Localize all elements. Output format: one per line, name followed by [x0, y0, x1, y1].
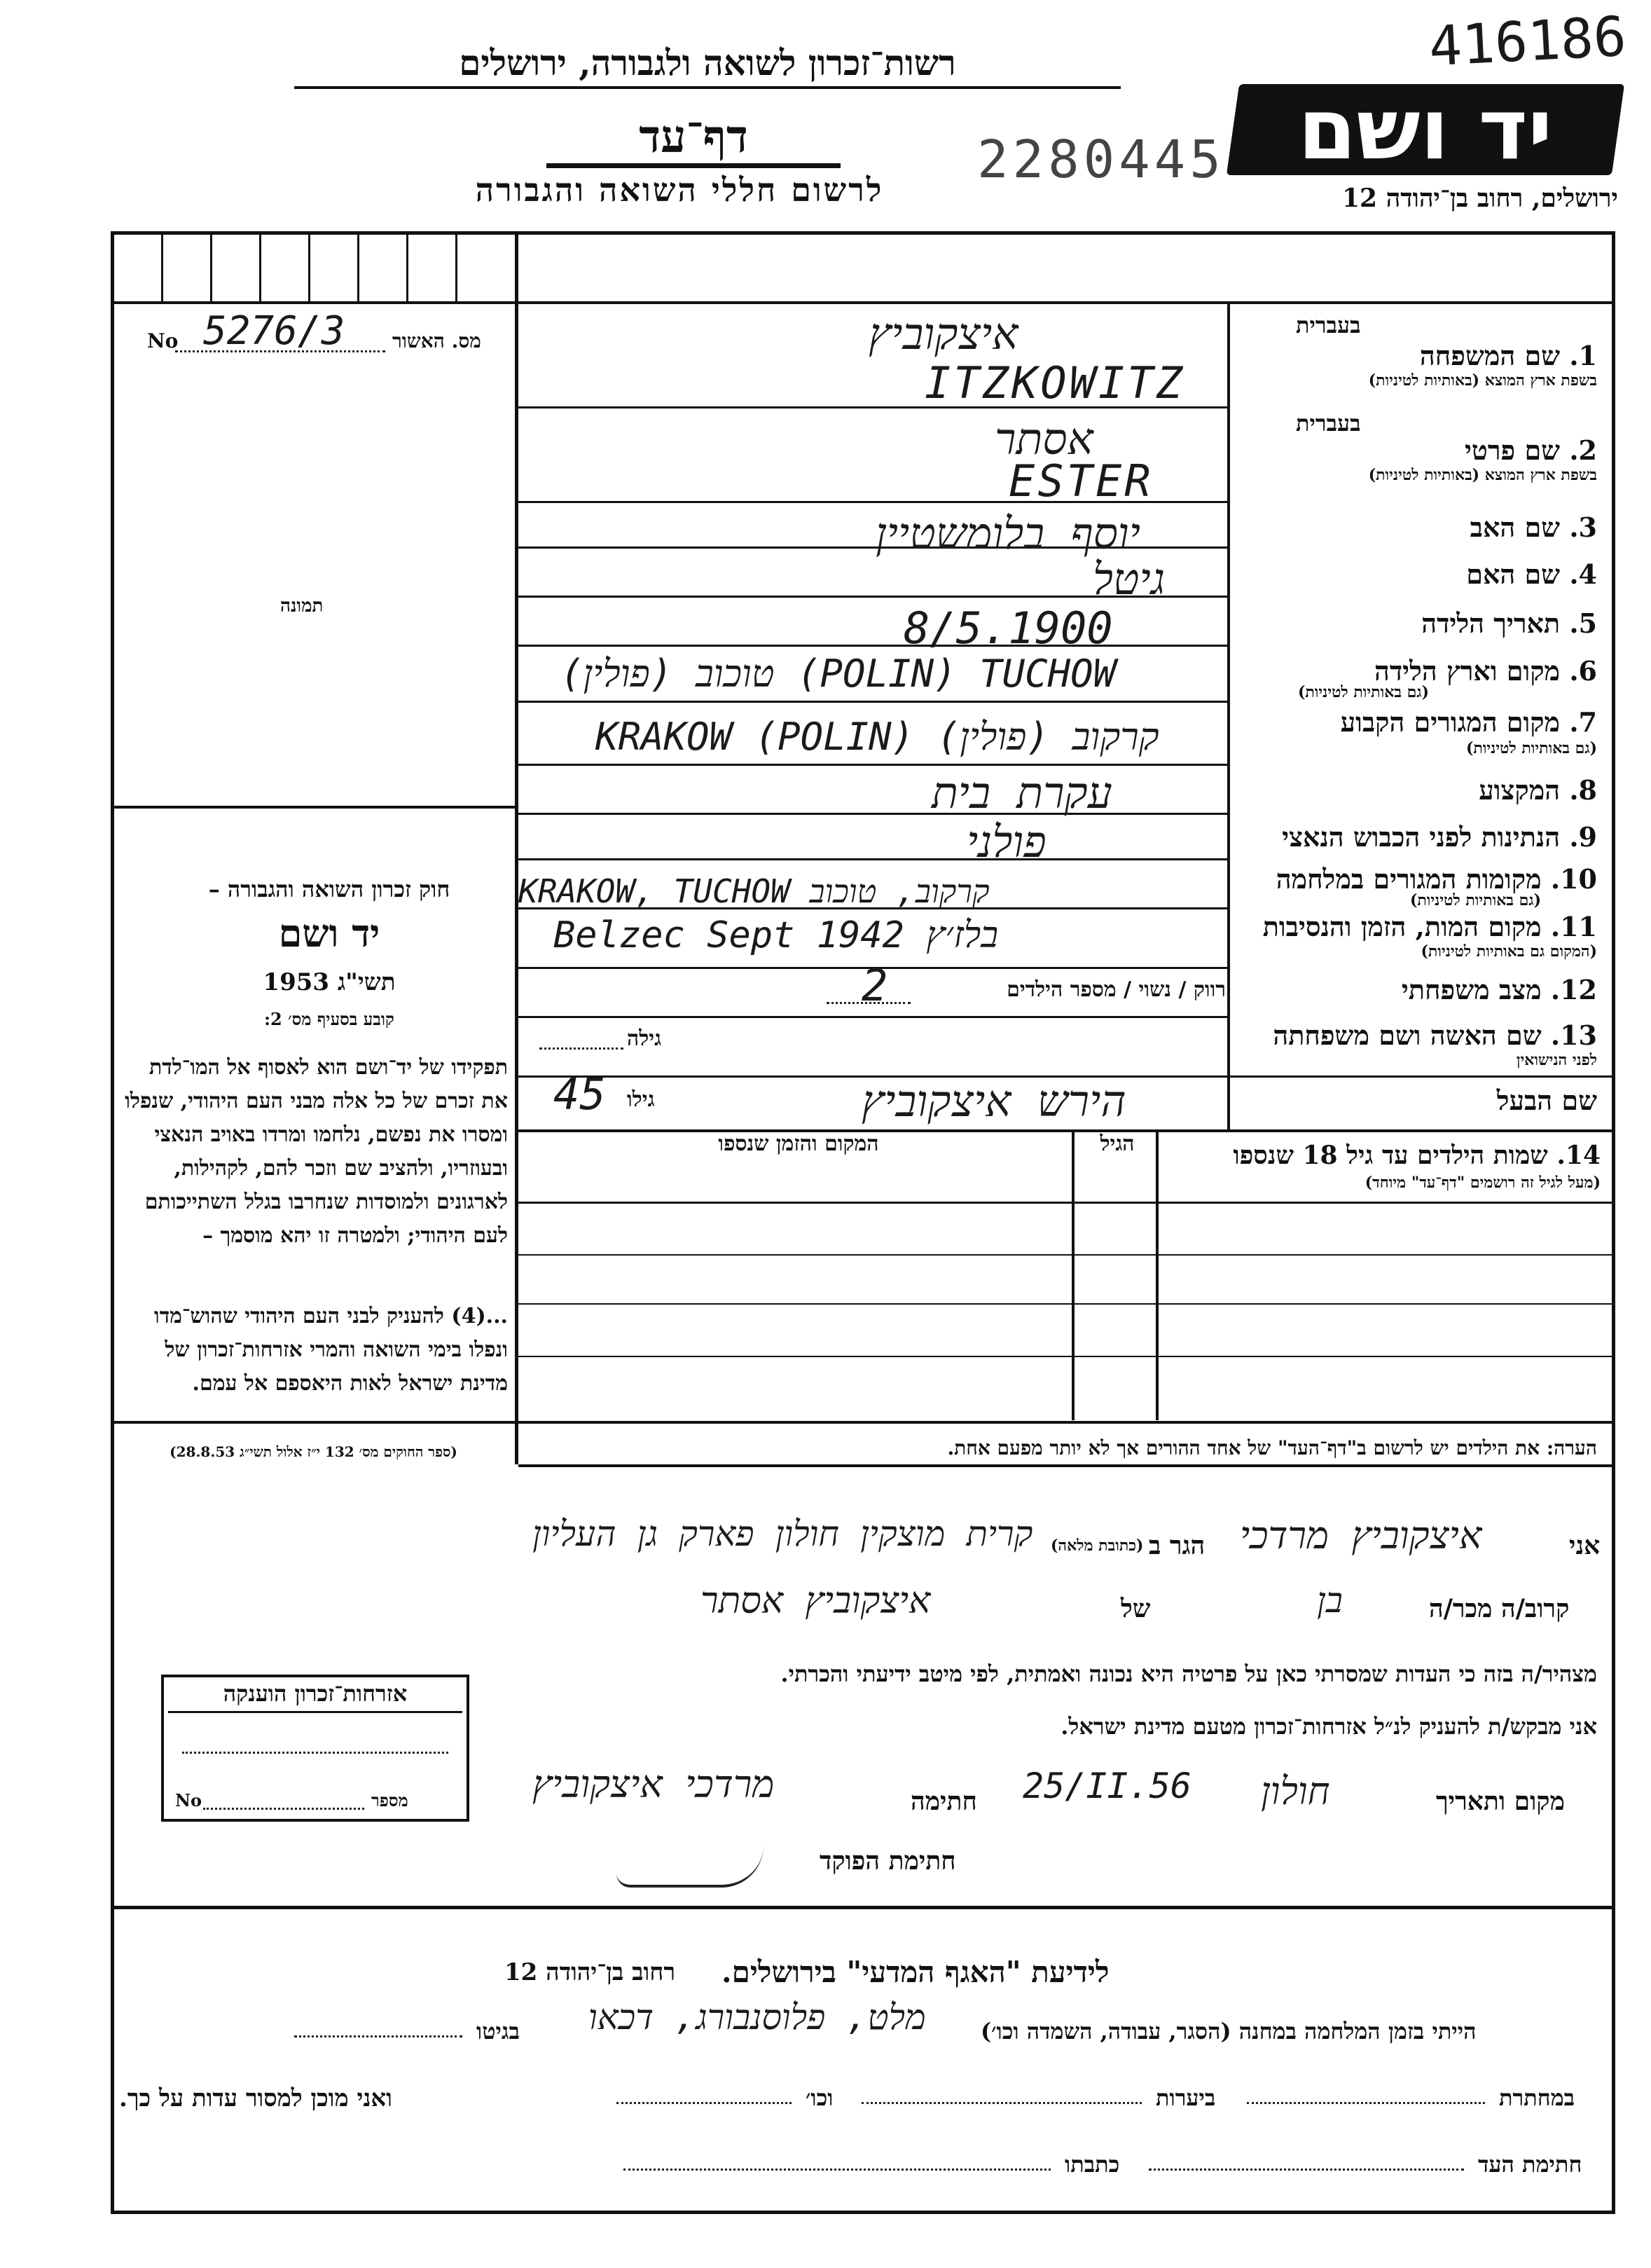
- form-subtitle: לרשום חללי השואה והגבורה: [475, 171, 884, 209]
- decl-line1-note: (כתובת מלאה): [1051, 1537, 1144, 1555]
- law-name: יד ושם: [278, 911, 380, 956]
- footer-line2-dots-2: [862, 2102, 1142, 2104]
- law-ref: (ספר החוקים מס׳ 132 י״ז אלול תשי״ג 28.8.53): [170, 1443, 457, 1460]
- field-2-num: 2.: [1569, 434, 1597, 466]
- field-9-value: פולני: [967, 816, 1046, 867]
- law-clause: קובע בסעיף מס׳ 2:: [264, 1009, 394, 1029]
- logo-text: יד ושם: [1298, 81, 1553, 179]
- field-7-value: KRAKOW (POLIN) קרקוב (פולין): [595, 715, 1159, 759]
- decl-line1-mid: הגר ב: [1149, 1531, 1206, 1560]
- field-1-value-latin: ITZKOWITZ: [925, 357, 1185, 408]
- field-4-num: 4.: [1569, 558, 1597, 590]
- field-3-num: 3.: [1569, 511, 1597, 543]
- field-5-label: [1247, 607, 1597, 640]
- children-col-2: [1156, 1129, 1159, 1420]
- husband-label: שם הבעל: [1496, 1085, 1597, 1116]
- footer-line2-dots-3: [616, 2102, 792, 2104]
- tick: [406, 231, 408, 301]
- field-3-label: [1247, 511, 1597, 544]
- approval-no-prefix: No: [147, 329, 179, 352]
- field-11-note: (המקום גם באותיות לטיניות): [1421, 942, 1597, 961]
- footer-line2-mid: ביערות: [1156, 2084, 1216, 2111]
- footer-line3-mid: כתבתו: [1065, 2151, 1120, 2178]
- left-panel-divider: [515, 231, 518, 1464]
- decl-line2-value: איצקוביץ אסתר: [700, 1580, 931, 1622]
- footer-line1-end: בגיטו: [476, 2018, 520, 2044]
- field-8-label: [1247, 774, 1597, 806]
- children-header-name: [1191, 1141, 1601, 1170]
- law-text-2: ...(4) להעניק לבני העם היהודי שהוש־מדו ונפלו בימי השואה והמרי אזרחות־זכרון של מדינת ישראל לאות היאספם אל עמם.: [154, 1304, 508, 1396]
- field-12-label-text: מצב משפחתי: [1401, 974, 1542, 1005]
- tick: [308, 231, 310, 301]
- children-header-name-text: שמות הילדים עד גיל 18 שנספו: [1233, 1141, 1548, 1170]
- field-9-num: 9.: [1569, 821, 1597, 853]
- field-6-note: (גם באותיות לטיניות): [1297, 683, 1429, 701]
- field-13-label: [1247, 1019, 1597, 1052]
- approval-label: מס. האשור: [392, 329, 481, 352]
- footer-line2-end: ואני מוכן למסור עדות על כך.: [119, 2084, 392, 2112]
- footer-line1: הייתי בזמן המלחמה במחנה (הסגר, עבודה, השמדה וכו׳): [981, 2018, 1477, 2044]
- field-2-label: [1247, 434, 1597, 467]
- field-11-label-text: מקום המות, הזמן והנסיבות: [1262, 911, 1542, 942]
- decl-line3: מצהיר/ה בזה כי העדות שמסרתי כאן על פרטיה היא נכונה ואמתית, לפי מיטב ידיעתי והכרתי.: [780, 1661, 1597, 1687]
- field-12-value: 2: [862, 960, 888, 1011]
- decl-line2-rel: בן: [1317, 1580, 1343, 1621]
- tick: [455, 231, 457, 301]
- field-7-label-text: מקום המגורים הקבוע: [1340, 706, 1561, 738]
- footer-line2-dots: [1247, 2102, 1485, 2104]
- husband-value: הירש איצקוביץ: [862, 1075, 1126, 1127]
- field-3-value: יוסף בלומשטיין: [876, 508, 1140, 559]
- citizenship-number-label: מספר: [371, 1790, 408, 1810]
- institution-name: רשות־זכרון לשואה ולגבורה, ירושלים: [294, 42, 1121, 89]
- field-1-note: בשפת ארץ המוצא (באותיות לטיניות): [1368, 371, 1597, 390]
- left-panel-mid-line: [111, 806, 517, 809]
- law-title: חוק זכרון השואה והגבורה –: [208, 876, 450, 902]
- photo-label: תמונה: [280, 596, 324, 617]
- field-2-lang: בעברית: [1296, 410, 1361, 437]
- field-10-num: 10.: [1550, 863, 1597, 895]
- citizenship-no: No: [175, 1790, 202, 1810]
- field-5-label-text: תאריך הלידה: [1421, 607, 1561, 639]
- citizenship-box-title: אזרחות־זכרון הוענקה: [168, 1680, 462, 1713]
- law-year: תשי"ג 1953: [263, 968, 396, 996]
- tick: [357, 231, 359, 301]
- field-12-sub-label: רווק / נשוי / מספר הילדים: [1007, 977, 1226, 1002]
- field-1-num: 1.: [1569, 340, 1597, 371]
- decl-line4: אני מבקש/ת להעניק לנ״ל אזרחות־זכרון מטעם מדינת ישראל.: [1061, 1713, 1597, 1740]
- field-13-note: לפני הנישואין: [1516, 1051, 1597, 1069]
- footer-line3-dots: [1149, 2169, 1464, 2171]
- footer-sep: [111, 1906, 1615, 1909]
- field-6-num: 6.: [1569, 655, 1597, 687]
- children-header-note: (מעל לגיל זה רושמים "דף־עד" מיוחד): [1365, 1174, 1601, 1192]
- stamp-number: 2280445: [977, 130, 1225, 190]
- footer-line3-dots-2: [623, 2169, 1051, 2171]
- field-9-label-text: הנתינות לפני הכבוש הנאצי: [1282, 821, 1561, 853]
- tick: [161, 231, 163, 301]
- field-9-label: [1247, 821, 1597, 853]
- children-col-1: [1072, 1129, 1075, 1420]
- row-sep: [518, 858, 1230, 860]
- field-4-value: גיטל: [1093, 554, 1166, 605]
- field-1-value-he: איצקוביץ: [869, 308, 1018, 359]
- field-4-label-text: שם האם: [1466, 558, 1561, 590]
- field-13-age-label: גילה: [627, 1026, 662, 1051]
- top-strip-line: [111, 301, 1615, 304]
- field-8-value: עקרת בית: [932, 767, 1112, 818]
- row-sep: [518, 813, 1230, 815]
- decl-line1-address: קרית מוצקין חולון פארק גן העליון: [532, 1513, 1033, 1554]
- field-8-label-text: המקצוע: [1479, 774, 1561, 806]
- row-sep: [518, 645, 1230, 647]
- field-6-label-text: מקום וארץ הלידה: [1374, 655, 1561, 687]
- field-7-num: 7.: [1569, 706, 1597, 738]
- children-row-line: [518, 1356, 1615, 1357]
- footer-line2-etc: וכו׳: [806, 2084, 834, 2111]
- footer-address: רחוב בן־יהודה 12: [504, 1958, 676, 1986]
- citizenship-no-dots: [203, 1808, 364, 1810]
- field-2-value-he: אסתר: [995, 413, 1093, 465]
- archive-number: 416186: [1427, 5, 1628, 79]
- decl-line2-of: של: [1121, 1594, 1151, 1623]
- field-1-label: [1247, 340, 1597, 372]
- field-13-age-dots: [539, 1047, 623, 1050]
- row-sep: [518, 764, 1230, 766]
- footer-line3-label: חתימת העד: [1478, 2151, 1582, 2178]
- children-num: 14.: [1556, 1141, 1601, 1170]
- husband-age-value: 45: [553, 1068, 606, 1120]
- field-11-value: Belzec Sept 1942 בלז׳ץ: [553, 914, 999, 956]
- field-4-label: [1247, 558, 1597, 591]
- field-5-num: 5.: [1569, 607, 1597, 639]
- row-sep: [518, 1016, 1230, 1018]
- field-13-label-text: שם האשה ושם משפחתה: [1273, 1019, 1542, 1051]
- yad-vashem-logo: [1227, 81, 1624, 179]
- husband-age-label: גילו: [627, 1087, 655, 1112]
- field-10-note: (גם באותיות לטיניות): [1409, 891, 1541, 909]
- decl-line2-label: קרוב/ה מכר/ה: [1429, 1594, 1570, 1623]
- signature-value: מרדכי איצקוביץ: [532, 1762, 775, 1806]
- date-value: 25/II.56: [1023, 1766, 1191, 1806]
- field-8-num: 8.: [1569, 774, 1597, 806]
- field-10-label-text: מקומות המגורים במלחמה: [1276, 863, 1542, 895]
- children-header-line: [518, 1202, 1615, 1204]
- field-2-label-text: שם פרטי: [1464, 434, 1561, 466]
- field-12-label: [1247, 974, 1597, 1006]
- row-sep: [518, 701, 1230, 703]
- footer-line2-label: במחתרת: [1499, 2084, 1575, 2111]
- field-7-note: (גם באותיות לטיניות): [1465, 739, 1597, 757]
- field-12-dots: [827, 1002, 911, 1004]
- children-header-place: המקום והזמן שנספו: [718, 1132, 879, 1156]
- place-value: חולון: [1261, 1769, 1330, 1813]
- decl-line1-prefix: אני: [1569, 1531, 1601, 1560]
- approval-value: 5276/3: [203, 308, 345, 354]
- law-text: תפקידו של יד־ושם הוא לאסוף אל המו־לדת את זכרם של כל אלה מבני העם היהודי, שנפלו ומסרו את נפשם, נלחמו ומרדו באויב הנאצי ובעוזריו, ולהציב שם וזכר להם, לקהילות, לארגונים ולמוסדות שנחרבו בגלל השתייכותם לעם היהודי; ולמטרה זו יהא מוסמך –: [125, 1055, 508, 1248]
- children-bottom-line: [111, 1421, 1615, 1424]
- field-1-lang: בעברית: [1296, 312, 1361, 338]
- footer-line1-dots: [294, 2035, 462, 2037]
- officer-signature-label: חתימת הפוקד: [820, 1846, 956, 1876]
- children-header-age: הגיל: [1100, 1132, 1135, 1156]
- field-11-label: [1247, 911, 1597, 943]
- label-divider: [1227, 301, 1230, 1132]
- field-13-num: 13.: [1550, 1019, 1597, 1051]
- tick: [210, 231, 212, 301]
- field-2-note: בשפת ארץ המוצא (באותיות לטיניות): [1368, 466, 1597, 484]
- footer-title: לידיעת "האגף המדעי" בירושלים.: [721, 1955, 1110, 1989]
- decl-line1-name: איצקוביץ מרדכי: [1240, 1513, 1482, 1558]
- header-address: ירושלים, רחוב בן־יהודה 12: [1341, 184, 1618, 213]
- footer-line1-value: מלט, פלוסנבורג, דכאו: [588, 1997, 926, 2037]
- field-11-num: 11.: [1550, 911, 1597, 942]
- field-10-value: KRAKOW, TUCHOW קרקוב, טוכוב: [518, 872, 990, 910]
- field-5-value: 8/5.1900: [904, 603, 1113, 654]
- tick: [259, 231, 261, 301]
- field-3-label-text: שם האב: [1470, 511, 1561, 543]
- form-title: דף־עד: [546, 111, 841, 168]
- place-date-label: מקום ותאריך: [1436, 1787, 1565, 1816]
- children-row-line: [518, 1254, 1615, 1256]
- field-6-value: טוכוב (פולין) (POLIN) TUCHOW: [560, 652, 1117, 696]
- field-7-label: [1247, 706, 1597, 738]
- field-1-label-text: שם המשפחה: [1419, 340, 1561, 371]
- field-12-num: 12.: [1550, 974, 1597, 1005]
- citizenship-dots: [182, 1752, 448, 1754]
- signature-label: חתימה: [911, 1787, 977, 1816]
- remark-line: [518, 1464, 1615, 1467]
- officer-signature-scribble: [616, 1843, 764, 1888]
- remark: הערה: את הילדים יש לרשום ב"דף־העד" של אחד ההורים אך לא יותר מפעם אחת.: [947, 1436, 1597, 1459]
- children-row-line: [518, 1303, 1615, 1305]
- field-2-value-latin: ESTER: [1009, 455, 1154, 507]
